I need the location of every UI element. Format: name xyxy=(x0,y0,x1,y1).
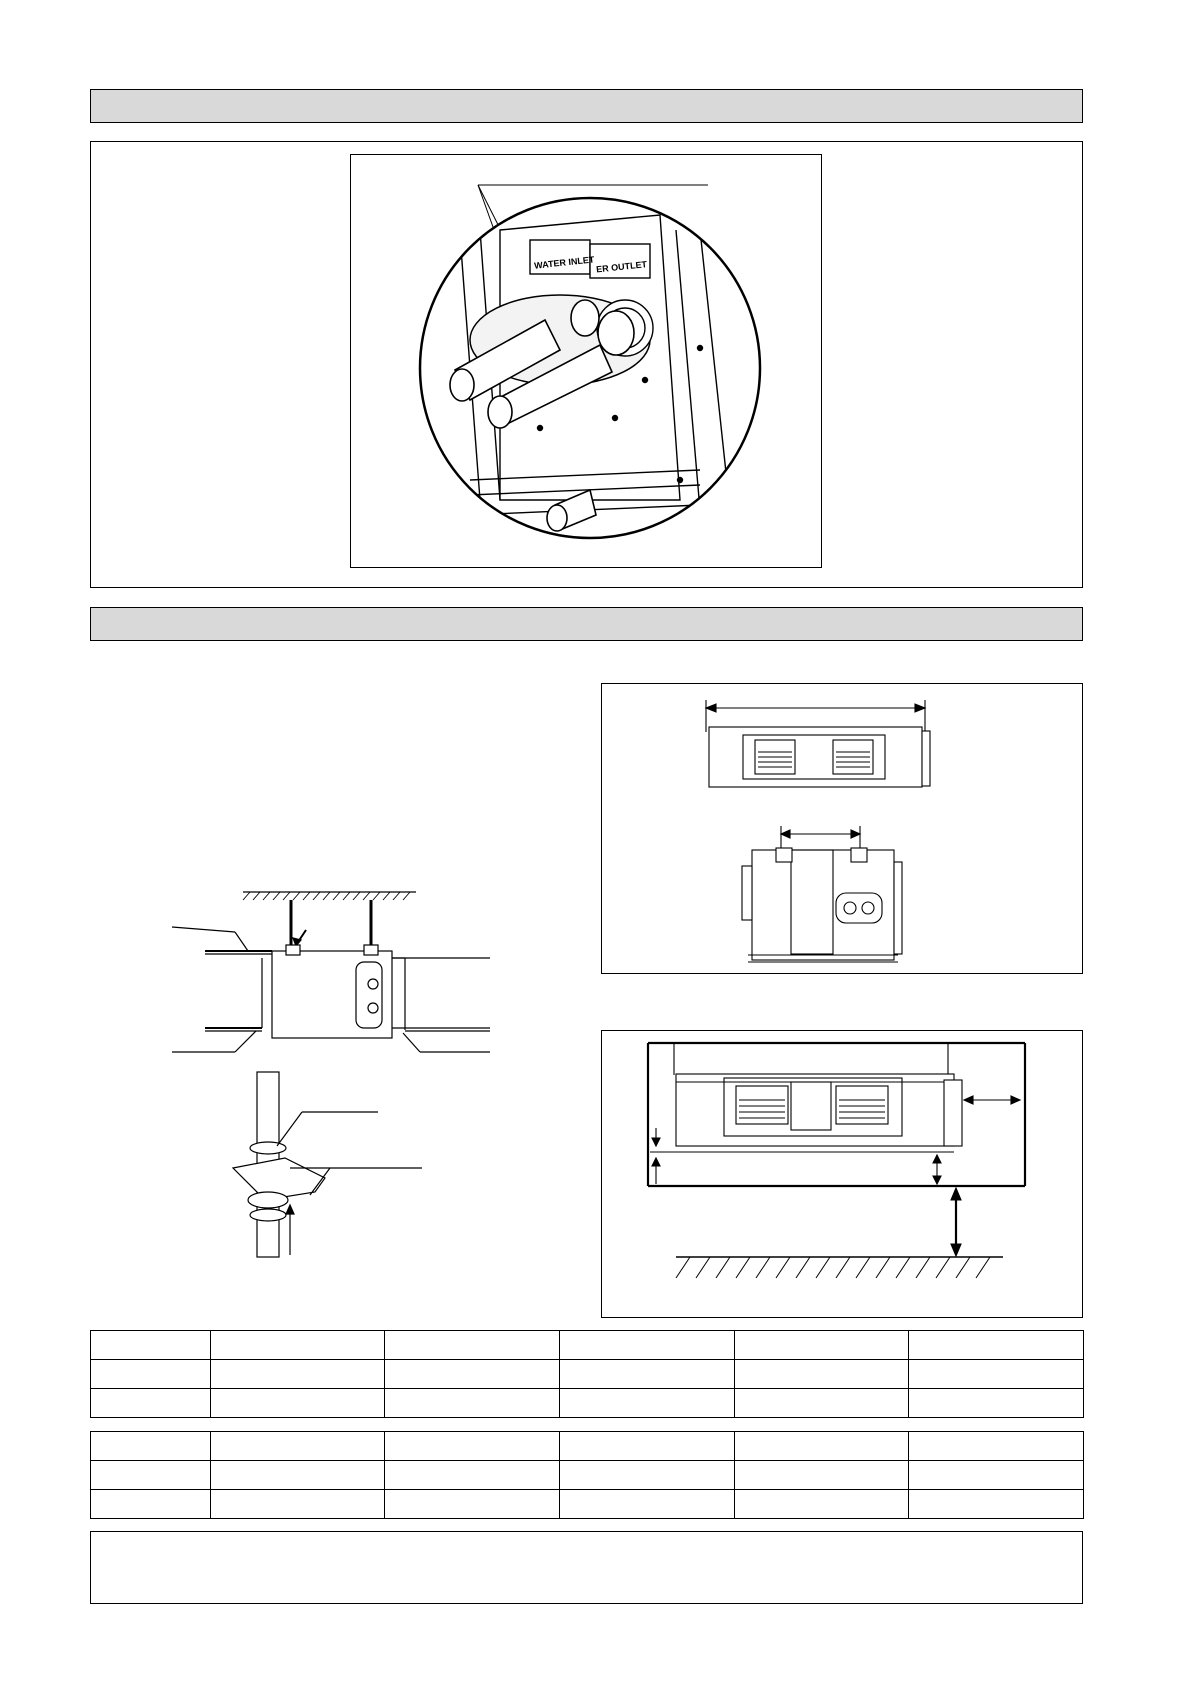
table-row xyxy=(91,1360,1084,1389)
spec-table-2 xyxy=(90,1431,1084,1519)
table-cell xyxy=(385,1389,560,1418)
table-cell xyxy=(211,1432,385,1461)
table-cell xyxy=(385,1331,560,1360)
table-cell xyxy=(909,1432,1084,1461)
table-cell xyxy=(560,1331,735,1360)
table-cell xyxy=(735,1360,909,1389)
table-cell xyxy=(909,1331,1084,1360)
table-cell xyxy=(560,1461,735,1490)
table-cell xyxy=(211,1490,385,1519)
floor-hatch xyxy=(676,1257,990,1278)
table-cell xyxy=(91,1389,211,1418)
water-inlet-label: WATER INLET xyxy=(533,254,595,271)
table-cell xyxy=(385,1360,560,1389)
table-cell xyxy=(560,1432,735,1461)
table-cell xyxy=(909,1461,1084,1490)
table-row xyxy=(91,1490,1084,1519)
spec-table-1-body xyxy=(91,1331,1084,1418)
table-cell xyxy=(385,1432,560,1461)
table-cell xyxy=(909,1490,1084,1519)
table-cell xyxy=(91,1331,211,1360)
table-cell xyxy=(211,1331,385,1360)
table-cell xyxy=(211,1461,385,1490)
table-cell xyxy=(211,1389,385,1418)
note-box xyxy=(90,1531,1083,1604)
table-cell xyxy=(211,1360,385,1389)
table-row xyxy=(91,1389,1084,1418)
table-cell xyxy=(385,1490,560,1519)
spec-table-1 xyxy=(90,1330,1084,1418)
spec-table-2-body xyxy=(91,1432,1084,1519)
table-cell xyxy=(91,1490,211,1519)
table-cell xyxy=(560,1389,735,1418)
table-cell xyxy=(735,1432,909,1461)
table-cell xyxy=(560,1490,735,1519)
table-row xyxy=(91,1461,1084,1490)
table-cell xyxy=(735,1331,909,1360)
water-outlet-label: ER OUTLET xyxy=(595,259,648,275)
table-cell xyxy=(91,1432,211,1461)
table-cell xyxy=(735,1389,909,1418)
table-cell xyxy=(560,1360,735,1389)
table-cell xyxy=(735,1461,909,1490)
table-cell xyxy=(91,1461,211,1490)
table-cell xyxy=(735,1490,909,1519)
table-cell xyxy=(385,1461,560,1490)
table-row xyxy=(91,1331,1084,1360)
table-row xyxy=(91,1432,1084,1461)
table-cell xyxy=(909,1360,1084,1389)
table-cell xyxy=(91,1360,211,1389)
table-cell xyxy=(909,1389,1084,1418)
